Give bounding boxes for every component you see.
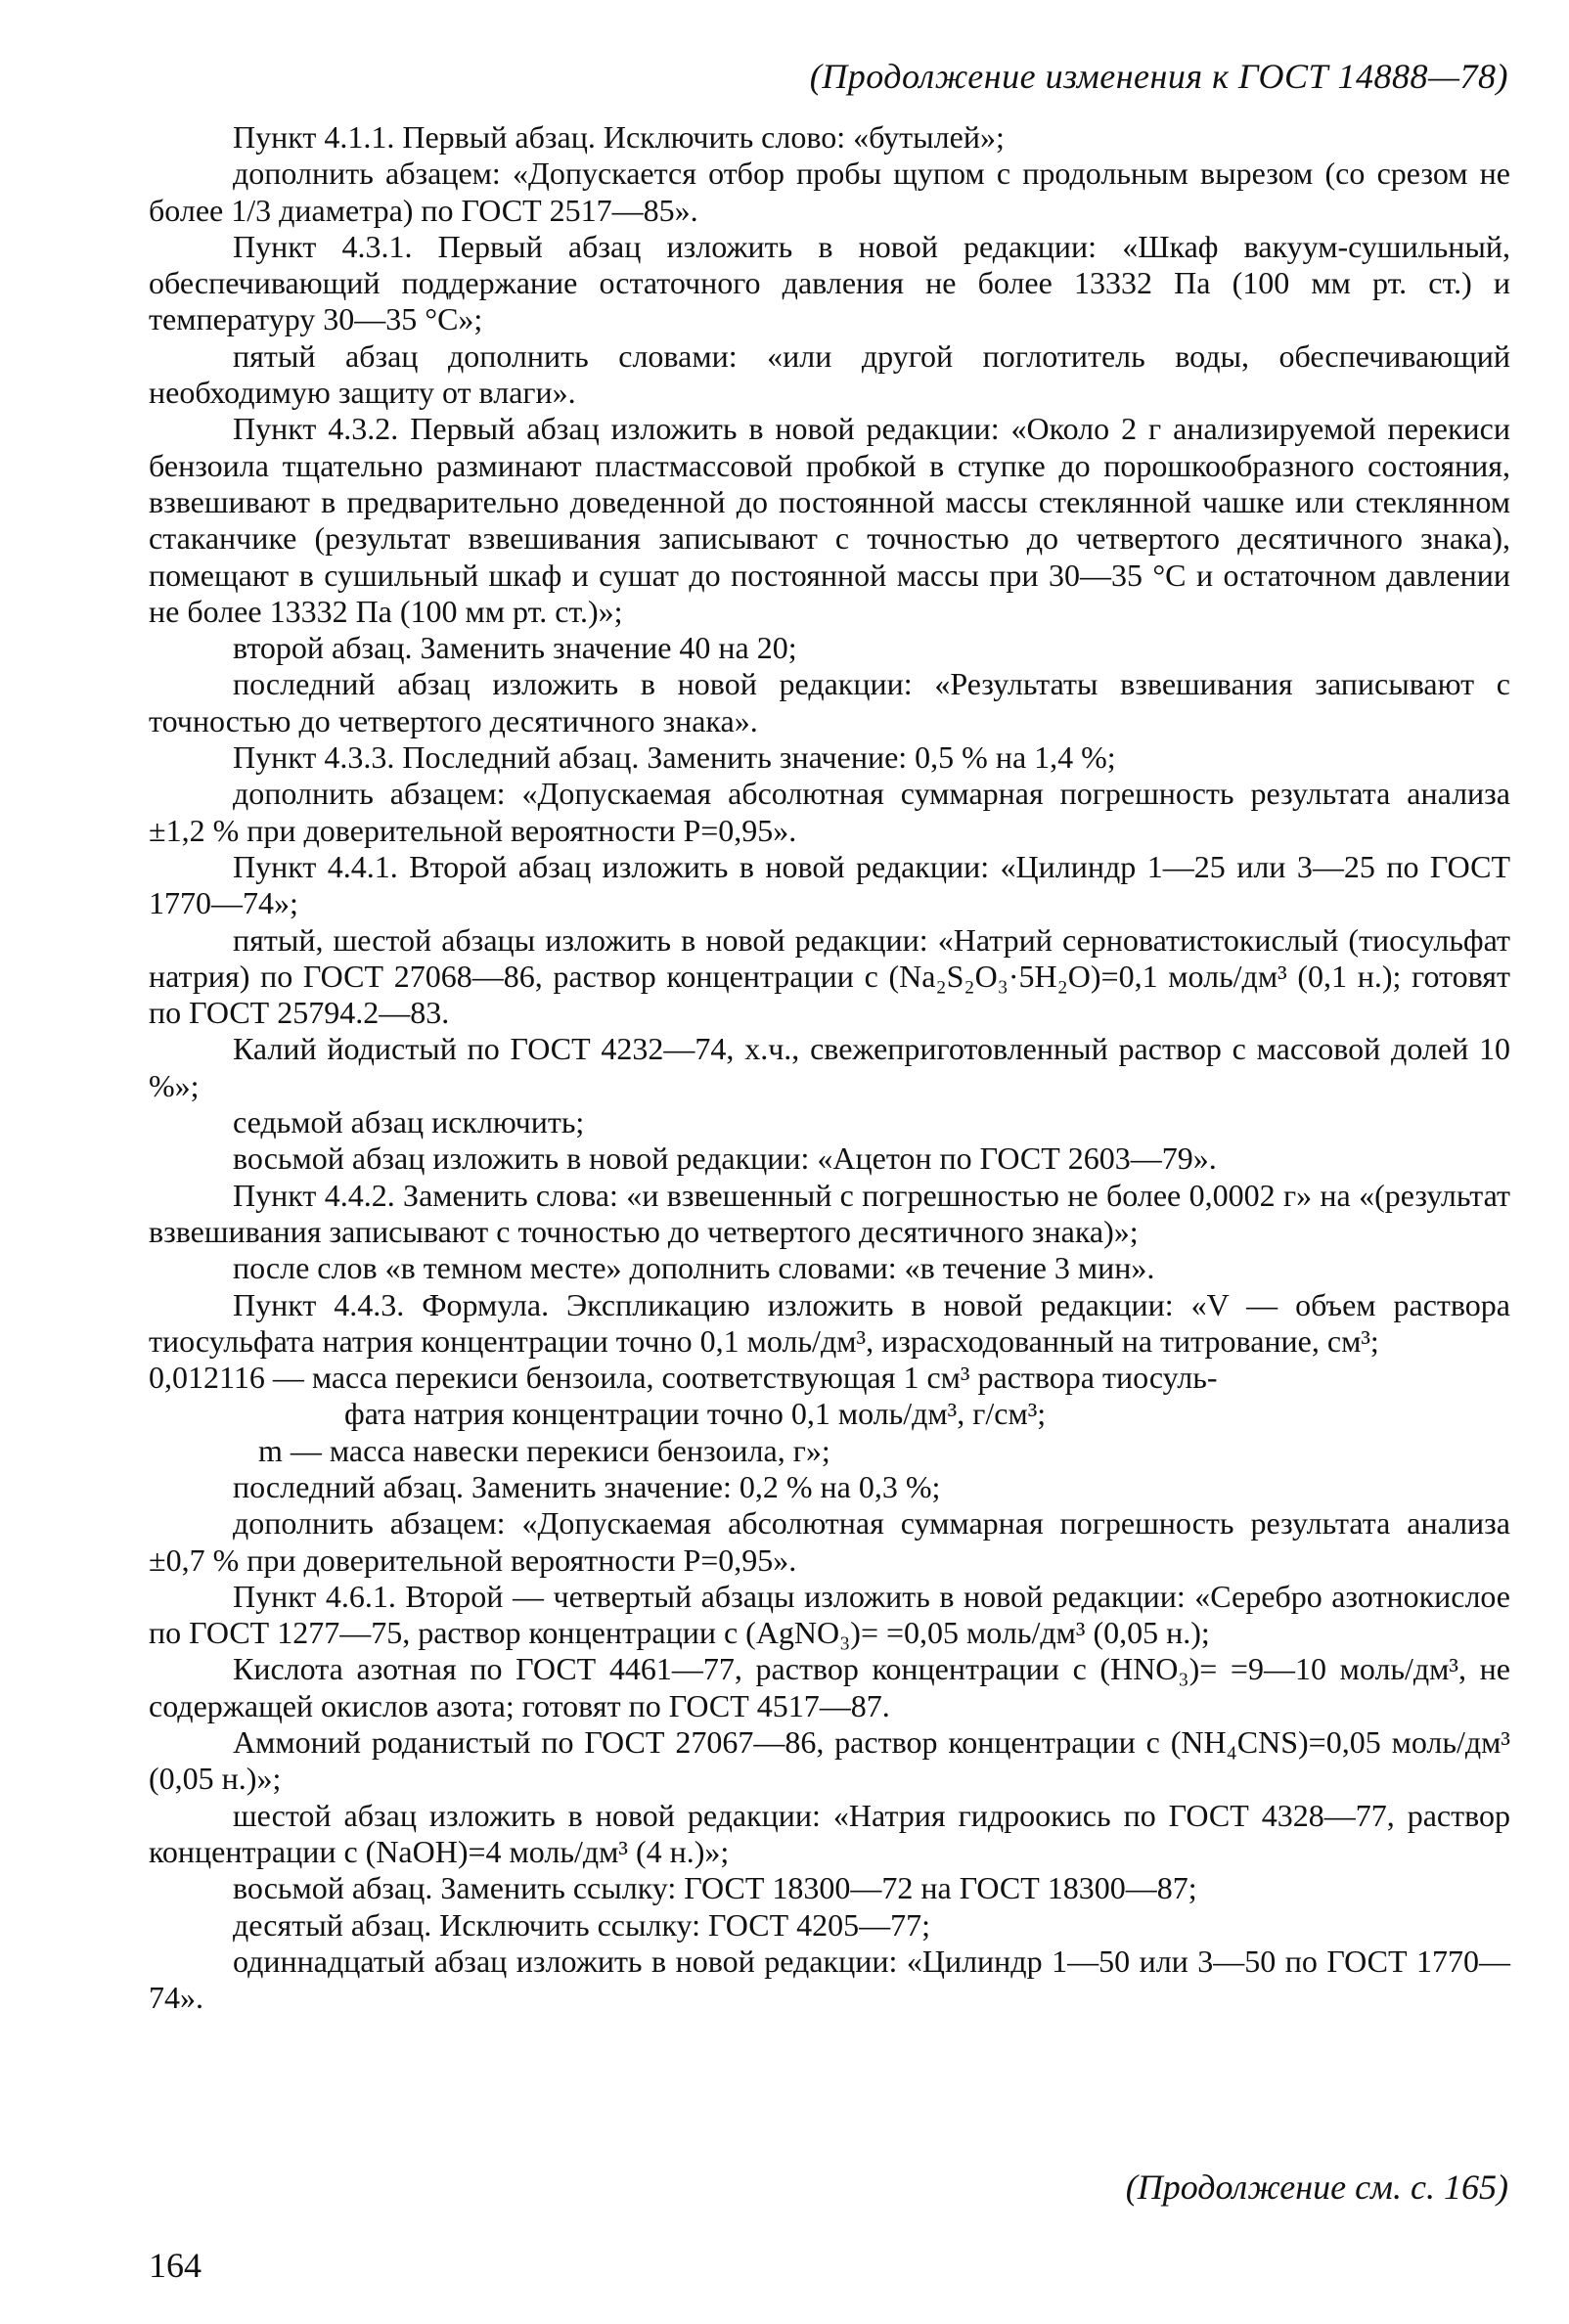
paragraph: второй абзац. Заменить значение 40 на 20; <box>233 630 797 666</box>
paragraph: Пункт 4.4.3. Формула. Экспликацию изложить в новой редакции: «V — объем раствора тиосульфата натрия концентрации точно 0,1 моль/дм³, израсходованный на титрование, см³; <box>149 1286 1510 1359</box>
paragraph: Пункт 4.3.2. Первый абзац изложить в новой редакции: «Около 2 г анализируемой перекиси бензоила тщательно разминают пластмассовой пробкой в ступке до порошкообразного состояния, взвешивают в предварительно доведенной до постоянной массы стеклянной чашке или стеклянном стаканчике (результат взвешивания записывают с точностью до четвертого десятичного знака), помещают в сушильный шкаф и сушат до постоянной массы при 30—35 °С и остаточном давлении не более 13332 Па (100 мм рт. ст.)»; <box>149 411 1510 629</box>
formula-legend-line: m — масса навески перекиси бензоила, г»; <box>258 1432 830 1468</box>
paragraph: десятый абзац. Исключить ссылку: ГОСТ 4205—77; <box>233 1906 930 1943</box>
paragraph: Пункт 4.6.1. Второй — четвертый абзацы изложить в новой редакции: «Серебро азотнокислое по ГОСТ 1277—75, раствор концентрации c (AgNO₃)= =0,05 моль/дм³ (0,05 н.); <box>149 1578 1510 1651</box>
paragraph: Пункт 4.4.1. Второй абзац изложить в новой редакции: «Цилиндр 1—25 или 3—25 по ГОСТ 1770—74»; <box>149 848 1510 921</box>
paragraph: дополнить абзацем: «Допускаемая абсолютная суммарная погрешность результата анализа ±0,7 % при доверительной вероятности P=0,95». <box>149 1505 1510 1578</box>
paragraph: Пункт 4.4.2. Заменить слова: «и взвешенный с погрешностью не более 0,0002 г» на «(результат взвешивания записывают с точностью до четвертого десятичного знака)»; <box>149 1177 1510 1249</box>
paragraph: Пункт 4.1.1. Первый абзац. Исключить слово: «бутылей»; <box>233 119 1005 155</box>
paragraph: седьмой абзац исключить; <box>233 1104 585 1140</box>
paragraph: шестой абзац изложить в новой редакции: «Натрия гидроокись по ГОСТ 4328—77, раствор концентрации c (NaOH)=4 моль/дм³ (4 н.)»; <box>149 1797 1510 1869</box>
paragraph: Калий йодистый по ГОСТ 4232—74, х.ч., свежеприготовленный раствор с массовой долей 10 %»; <box>149 1031 1510 1103</box>
paragraph: последний абзац. Заменить значение: 0,2 % на 0,3 %; <box>233 1468 941 1504</box>
formula-legend-line: фата натрия концентрации точно 0,1 моль/дм³, г/см³; <box>344 1396 1047 1432</box>
paragraph: пятый абзац дополнить словами: «или другой поглотитель воды, обеспечивающий необходимую защиту от влаги». <box>149 337 1510 411</box>
paragraph: восьмой абзац изложить в новой редакции: «Ацетон по ГОСТ 2603—79». <box>233 1140 1217 1177</box>
paragraph: Пункт 4.3.1. Первый абзац изложить в новой редакции: «Шкаф вакуум-сушильный, обеспечивающий поддержание остаточного давления не более 13332 Па (100 мм рт. ст.) и температуру 30—35 °С»; <box>149 228 1510 337</box>
paragraph: дополнить абзацем: «Допускается отбор пробы щупом с продольным вырезом (со срезом не более 1/3 диаметра) по ГОСТ 2517—85». <box>149 156 1510 228</box>
paragraph: пятый, шестой абзацы изложить в новой редакции: «Натрий серноватистокислый (тиосульфат натрия) по ГОСТ 27068—86, раствор концентрации c (Na₂S₂O₃·5H₂O)=0,1 моль/дм³ (0,1 н.); готовят по ГОСТ 25794.2—83. <box>149 921 1510 1031</box>
paragraph: восьмой абзац. Заменить ссылку: ГОСТ 18300—72 на ГОСТ 18300—87; <box>233 1870 1197 1906</box>
paragraph: дополнить абзацем: «Допускаемая абсолютная суммарная погрешность результата анализа ±1,2 % при доверительной вероятности P=0,95». <box>149 776 1510 848</box>
paragraph: одиннадцатый абзац изложить в новой редакции: «Цилиндр 1—50 или 3—50 по ГОСТ 1770—74». <box>149 1943 1510 2016</box>
paragraph: Кислота азотная по ГОСТ 4461—77, раствор концентрации c (HNO₃)= =9—10 моль/дм³, не содержащей окислов азота; готовят по ГОСТ 4517—87. <box>149 1651 1510 1723</box>
continuation-note: (Продолжение см. с. 165) <box>1125 2168 1508 2207</box>
formula-legend-line: 0,012116 — масса перекиси бензоила, соответствующая 1 см³ раствора тиосуль- <box>149 1360 1218 1396</box>
paragraph: последний абзац изложить в новой редакции: «Результаты взвешивания записывают с точностью до четвертого десятичного знака». <box>149 666 1510 738</box>
document-body <box>149 119 1510 2016</box>
paragraph: Аммоний роданистый по ГОСТ 27067—86, раствор концентрации c (NH₄CNS)=0,05 моль/дм³ (0,05 н.)»; <box>149 1724 1510 1797</box>
paragraph: Пункт 4.3.3. Последний абзац. Заменить значение: 0,5 % на 1,4 %; <box>233 739 1116 776</box>
paragraph: после слов «в темном месте» дополнить словами: «в течение 3 мин». <box>233 1250 1155 1286</box>
page-number: 164 <box>149 2246 202 2285</box>
running-header: (Продолжение изменения к ГОСТ 14888—78) <box>809 57 1508 96</box>
